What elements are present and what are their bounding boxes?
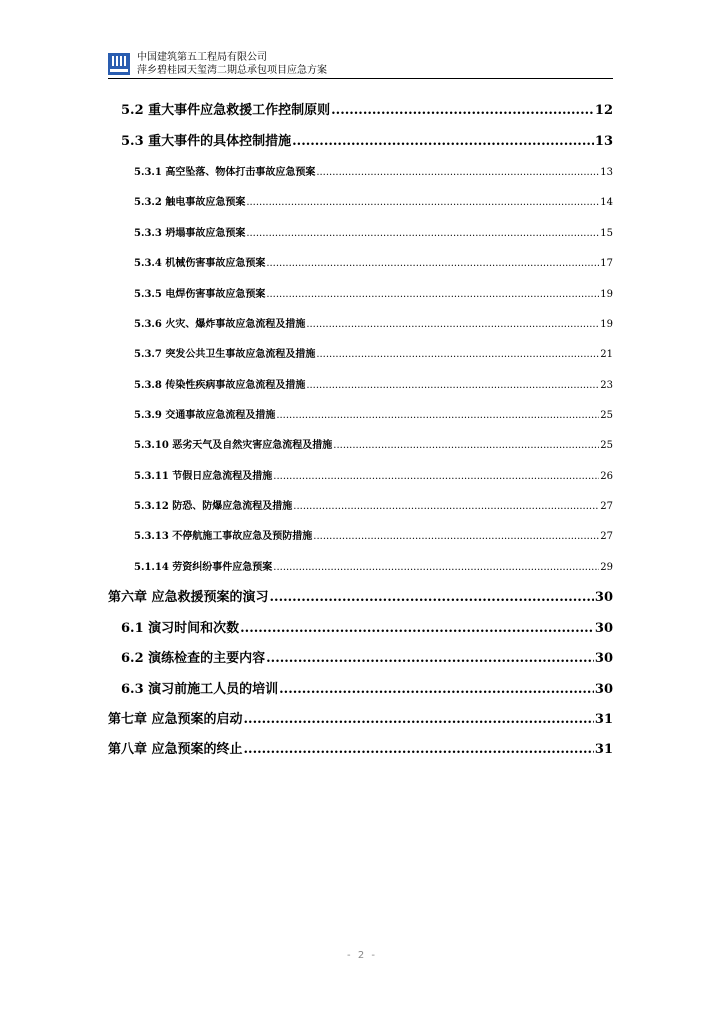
toc-entry-label: 5.2 重大事件应急救援工作控制原则 (121, 103, 331, 118)
toc-leader (266, 258, 599, 269)
toc-entry[interactable] (121, 99, 613, 118)
toc-entry-label: 6.1 演习时间和次数 (121, 621, 240, 636)
toc-entry[interactable] (121, 647, 613, 666)
toc-leader (273, 562, 599, 573)
toc-entry[interactable] (121, 617, 613, 636)
toc-entry-label: 5.3.7 突发公共卫生事故应急流程及措施 (134, 349, 316, 360)
toc-leader (313, 531, 599, 542)
toc-entry[interactable] (108, 708, 613, 727)
toc-entry[interactable] (134, 315, 613, 330)
toc-entry-page: 17 (600, 258, 613, 269)
toc-entry-label: 5.3.3 坍塌事故应急预案 (134, 228, 246, 239)
toc-entry-label: 5.3.1 高空坠落、物体打击事故应急预案 (134, 167, 316, 178)
toc-leader (293, 501, 599, 512)
company-logo-icon (108, 53, 130, 75)
toc-entry-page: 27 (600, 501, 613, 512)
toc-entry-page: 31 (594, 712, 613, 727)
toc-leader (266, 651, 594, 666)
toc-entry-page: 30 (594, 682, 613, 697)
company-name: 中国建筑第五工程局有限公司 (137, 52, 267, 63)
toc-leader (240, 621, 594, 636)
toc-leader (246, 228, 599, 239)
toc-leader (244, 742, 594, 757)
toc-entry-page: 13 (600, 167, 613, 178)
toc-entry[interactable] (134, 436, 613, 451)
toc-entry[interactable] (134, 285, 613, 300)
toc-entry-label: 5.1.14 劳资纠纷事件应急预案 (134, 562, 273, 573)
toc-entry[interactable] (134, 345, 613, 360)
toc-entry[interactable] (108, 738, 613, 757)
toc-leader (270, 590, 594, 605)
toc-entry-page: 29 (600, 562, 613, 573)
toc-entry[interactable] (108, 586, 613, 605)
toc-entry[interactable] (134, 406, 613, 421)
toc-entry-page: 13 (594, 134, 613, 149)
toc-entry-page: 25 (600, 410, 613, 421)
toc-entry-page: 19 (600, 319, 613, 330)
toc-entry-label: 第八章 应急预案的终止 (108, 742, 243, 757)
toc-entry-page: 30 (594, 621, 613, 636)
page-number: - 2 - (347, 950, 377, 961)
toc-leader (266, 289, 599, 300)
toc-entry-page: 15 (600, 228, 613, 239)
toc-entry-page: 26 (600, 471, 613, 482)
toc-entry[interactable] (134, 497, 613, 512)
toc-entry[interactable] (134, 224, 613, 239)
toc-entry-label: 5.3.13 不停航施工事故应急及预防措施 (134, 531, 313, 542)
toc-leader (316, 349, 599, 360)
toc-entry-page: 30 (594, 651, 613, 666)
toc-entry-label: 第六章 应急救援预案的演习 (108, 590, 269, 605)
toc-leader (306, 319, 599, 330)
toc-leader (292, 134, 594, 149)
project-name: 萍乡碧桂园天玺湾二期总承包项目应急方案 (137, 65, 327, 76)
toc-entry-label: 5.3.4 机械伤害事故应急预案 (134, 258, 266, 269)
toc-entry-label: 6.3 演习前施工人员的培训 (121, 682, 279, 697)
toc-entry-label: 5.3.10 恶劣天气及自然灾害应急流程及措施 (134, 440, 333, 451)
toc-entry-page: 19 (600, 289, 613, 300)
toc-entry-label: 5.3 重大事件的具体控制措施 (121, 134, 292, 149)
toc-leader (279, 682, 594, 697)
toc-leader (306, 380, 599, 391)
toc-entry[interactable] (121, 130, 613, 149)
toc-leader (246, 197, 599, 208)
toc-entry-label: 5.3.2 触电事故应急预案 (134, 197, 246, 208)
page-header (108, 47, 613, 79)
toc-entry[interactable] (134, 254, 613, 269)
header-divider (108, 78, 613, 79)
toc-entry-label: 5.3.6 火灾、爆炸事故应急流程及措施 (134, 319, 306, 330)
toc-entry[interactable] (134, 467, 613, 482)
toc-entry-page: 31 (594, 742, 613, 757)
toc-entry-label: 5.3.5 电焊伤害事故应急预案 (134, 289, 266, 300)
toc-leader (316, 167, 599, 178)
toc-entry-page: 27 (600, 531, 613, 542)
toc-entry[interactable] (134, 163, 613, 178)
toc-leader (244, 712, 594, 727)
toc-entry-label: 5.3.9 交通事故应急流程及措施 (134, 410, 276, 421)
toc-entry-page: 14 (600, 197, 613, 208)
toc-entry[interactable] (121, 678, 613, 697)
toc-entry-page: 23 (600, 380, 613, 391)
toc-leader (276, 410, 599, 421)
toc-entry-label: 5.3.8 传染性疾病事故应急流程及措施 (134, 380, 306, 391)
toc-entry-label: 第七章 应急预案的启动 (108, 712, 243, 727)
toc-entry-page: 21 (600, 349, 613, 360)
toc-entry-page: 25 (600, 440, 613, 451)
toc-leader (333, 440, 599, 451)
toc-leader (331, 103, 594, 118)
toc-entry-label: 5.3.12 防恐、防爆应急流程及措施 (134, 501, 293, 512)
toc-entry[interactable] (134, 527, 613, 542)
toc-entry-page: 30 (594, 590, 613, 605)
toc-entry-label: 5.3.11 节假日应急流程及措施 (134, 471, 273, 482)
toc-leader (273, 471, 599, 482)
toc-entry-label: 6.2 演练检查的主要内容 (121, 651, 266, 666)
toc-entry[interactable] (134, 376, 613, 391)
toc-entry[interactable] (134, 193, 613, 208)
toc-entry[interactable] (134, 558, 613, 573)
toc-entry-page: 12 (594, 103, 613, 118)
